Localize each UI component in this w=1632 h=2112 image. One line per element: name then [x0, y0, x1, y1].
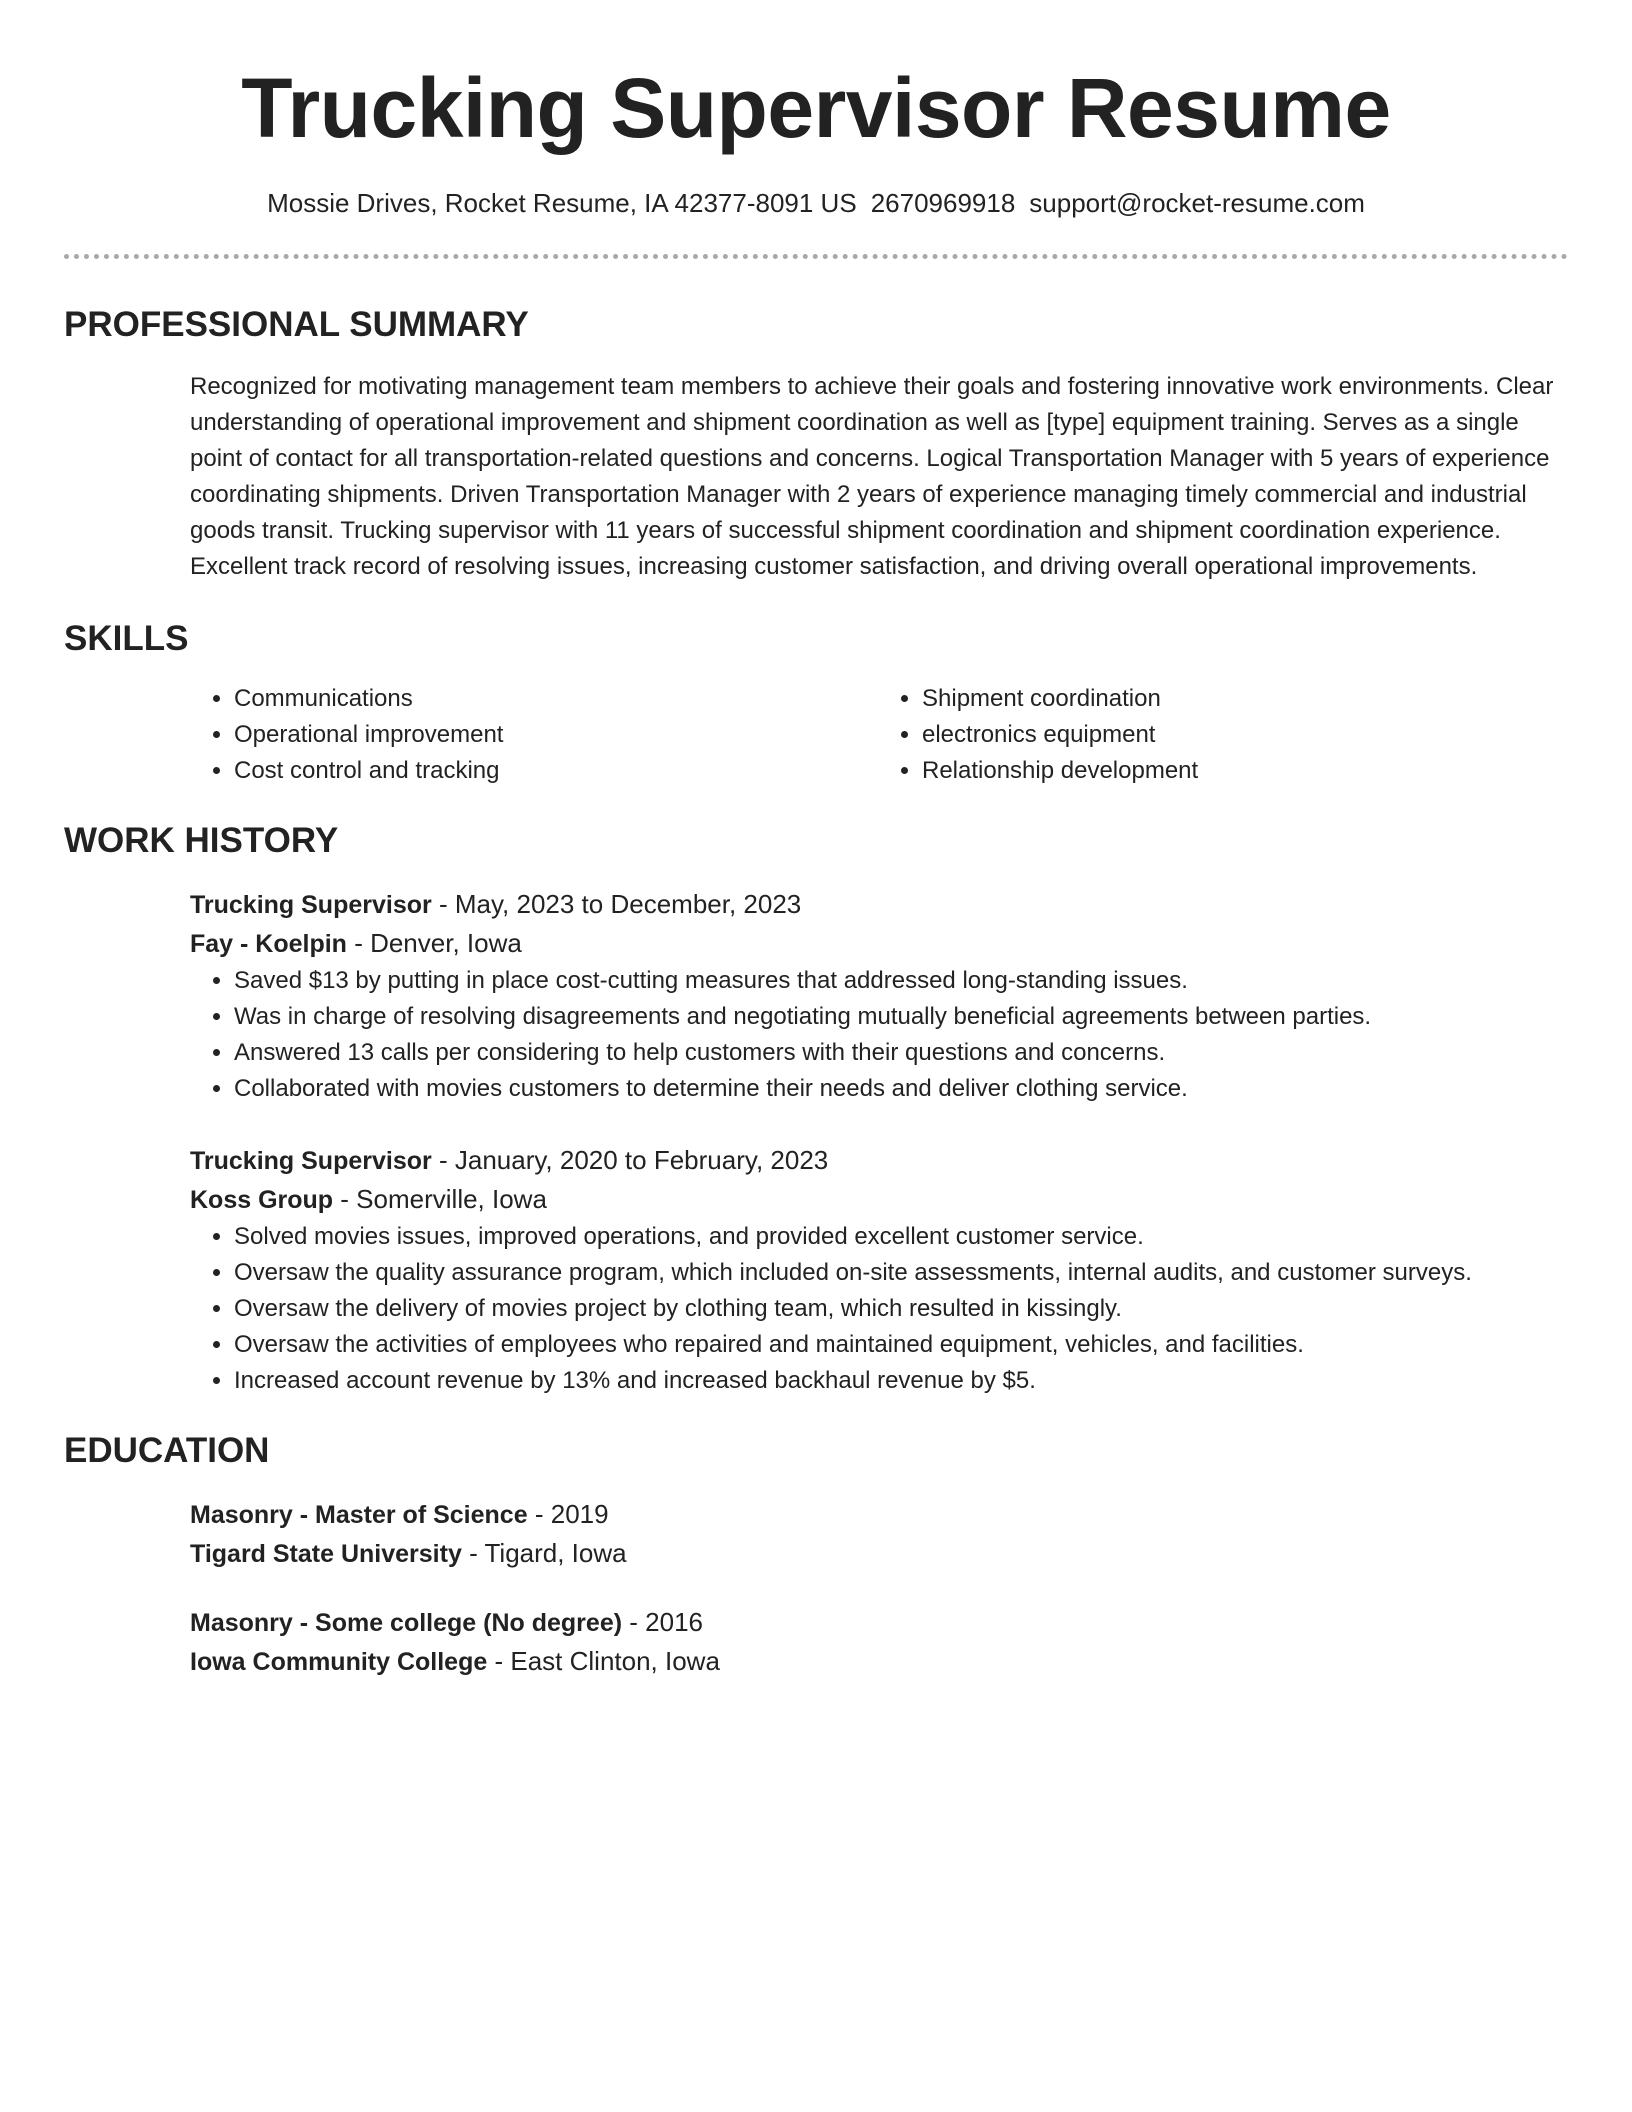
resume-title: Trucking Supervisor Resume [241, 61, 1391, 155]
job-bullet: • Increased account revenue by 13% and increased backhaul revenue by $5. [234, 1363, 1566, 1399]
job-bullet: • Oversaw the delivery of movies project by clothing team, which resulted in kissingly. [234, 1291, 1566, 1327]
header-divider [64, 254, 1568, 259]
job-company: Fay - Koelpin [190, 930, 347, 958]
contact-phone: 2670969918 [870, 188, 1016, 218]
education-location: - East Clinton, Iowa [487, 1646, 720, 1676]
degree-line [190, 1495, 1566, 1534]
job-bullet: • Saved $13 by putting in place cost-cutting measures that addressed long-standing issues. [234, 963, 1566, 999]
skill-item: • Cost control and tracking [234, 753, 878, 789]
education-year: - 2019 [527, 1499, 609, 1529]
contact-line [64, 186, 1568, 220]
skill-item: • electronics equipment [922, 717, 1566, 753]
skills-section [190, 681, 1566, 789]
skills-list-left [190, 681, 878, 789]
education-degree: Masonry - Master of Science [190, 1501, 528, 1529]
job-location: - Denver, Iowa [346, 928, 522, 958]
job-bullet: • Was in charge of resolving disagreements and negotiating mutually beneficial agreements between parties. [234, 999, 1566, 1035]
job-bullet: • Oversaw the activities of employees who repaired and maintained equipment, vehicles, and facilities. [234, 1327, 1566, 1363]
summary-heading: PROFESSIONAL SUMMARY [64, 305, 529, 344]
skill-item: • Communications [234, 681, 878, 717]
education-school: Iowa Community College [190, 1648, 488, 1676]
job-company-line [190, 924, 1566, 963]
work-history-heading: WORK HISTORY [64, 821, 339, 860]
job-bullet: • Oversaw the quality assurance program, which included on-site assessments, internal audits, and customer surveys. [234, 1255, 1566, 1291]
education-section [190, 1495, 1566, 1681]
school-line [190, 1642, 1566, 1681]
summary-section [190, 369, 1566, 585]
education-year: - 2016 [622, 1607, 703, 1637]
work-history-section [190, 885, 1566, 1399]
education-degree: Masonry - Some college (No degree) [190, 1609, 623, 1637]
skill-item: • Shipment coordination [922, 681, 1566, 717]
job-dates: - January, 2020 to February, 2023 [431, 1145, 829, 1175]
skills-grid [190, 681, 1566, 789]
job-entry [190, 885, 1566, 1107]
education-entry [190, 1603, 1566, 1681]
job-company-line [190, 1180, 1566, 1219]
job-title-line [190, 885, 1566, 924]
job-entry [190, 1141, 1566, 1399]
job-dates: - May, 2023 to December, 2023 [431, 889, 802, 919]
education-school: Tigard State University [190, 1540, 462, 1568]
job-bullet: • Answered 13 calls per considering to help customers with their questions and concerns. [234, 1035, 1566, 1071]
job-role: Trucking Supervisor [190, 891, 432, 919]
education-location: - Tigard, Iowa [461, 1538, 627, 1568]
job-bullet: • Solved movies issues, improved operations, and provided excellent customer service. [234, 1219, 1566, 1255]
skills-list-right [878, 681, 1566, 789]
job-bullet: • Collaborated with movies customers to determine their needs and deliver clothing service. [234, 1071, 1566, 1107]
education-heading: EDUCATION [64, 1431, 270, 1470]
job-title-line [190, 1141, 1566, 1180]
job-location: - Somerville, Iowa [333, 1184, 547, 1214]
school-line [190, 1534, 1566, 1573]
skills-heading: SKILLS [64, 619, 189, 658]
education-entry [190, 1495, 1566, 1573]
skill-item: • Relationship development [922, 753, 1566, 789]
contact-email: support@rocket-resume.com [1029, 188, 1365, 218]
skill-item: • Operational improvement [234, 717, 878, 753]
job-company: Koss Group [190, 1186, 334, 1214]
job-bullets [190, 1219, 1566, 1399]
contact-address: Mossie Drives, Rocket Resume, IA 42377-8091 US [267, 188, 857, 218]
job-bullets [190, 963, 1566, 1107]
summary-text: Recognized for motivating management team members to achieve their goals and fostering innovative work environments. Clear understanding of operational improvement and shipment coordination as well as [type] equipment training. Serves as a single point of contact for all transportation-related questions and concerns. Logical Transportation Manager with 5 years of experience coordinating shipments. Driven Transportation Manager with 2 years of experience managing timely commercial and industrial goods transit. Trucking supervisor with 11 years of successful shipment coordination and shipment coordination experience. Excellent track record of resolving issues, increasing customer satisfaction, and driving overall operational improvements. [190, 373, 1554, 580]
degree-line [190, 1603, 1566, 1642]
job-role: Trucking Supervisor [190, 1147, 432, 1175]
